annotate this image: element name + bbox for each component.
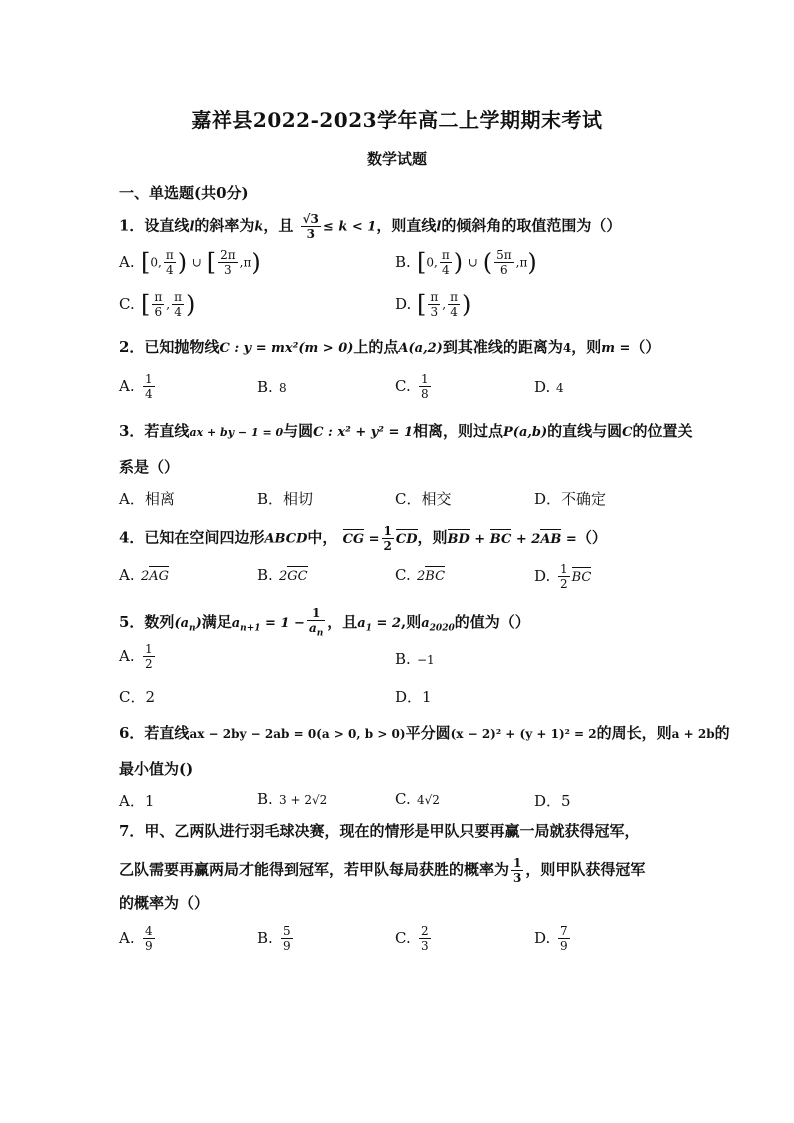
q5-option-b: B. −1 — [395, 650, 435, 668]
q7-option-b: B. $\frac{5}{9}$ — [257, 924, 291, 953]
question-3: 3．若直线ax + by − 1 = 0与圆C : x² + y² = 1相离，则过点P(a,b)的直线与圆C的位置关 — [119, 422, 693, 440]
q6-option-a: A．1 — [119, 792, 155, 810]
q3-option-a: A．相离 — [119, 490, 175, 508]
q5-option-d: D．1 — [395, 688, 432, 706]
q2-option-d: D. 4 — [534, 378, 564, 396]
question-6: 6．若直线ax − 2by − 2ab = 0(a > 0, b > 0)平分圆(x − 2)² + (y + 1)² = 2的周长，则a + 2b的 — [119, 724, 730, 742]
q1-option-b: B. [0, $\frac{\pi}{4}$ ) ∪ ( $\frac{5\pi}{6}$ ,π) — [395, 248, 537, 277]
question-1: 1．设直线l的斜率为k，且 $\frac{√3}{3}$ ≤ k < 1，则直线l的倾斜角的取值范围为（） — [119, 212, 622, 241]
q7-option-d: D. $\frac{7}{9}$ — [534, 924, 568, 953]
question-4: 4．已知在空间四边形ABCD中， CG = $\frac{1}{2}$ CD，则BD + BC + 2AB =（） — [119, 524, 607, 553]
q6-option-d: D．5 — [534, 792, 571, 810]
question-6-cont: 最小值为() — [119, 760, 194, 778]
q3-option-c: C．相交 — [395, 490, 452, 508]
q5-option-a: A. $\frac{1}{2}$ — [119, 642, 153, 671]
q4-option-c: C. 2BC — [395, 566, 446, 584]
q1-option-d: D. [ $\frac{\pi}{3}$ , $\frac{\pi}{4}$ ) — [395, 290, 472, 319]
page-subtitle: 数学试题 — [366, 150, 427, 168]
question-2: 2．已知抛物线C : y = mx²(m > 0)上的点A(a,2)到其准线的距离为4，则m =（） — [119, 338, 661, 356]
q2-option-a: A. $\frac{1}{4}$ — [119, 372, 153, 401]
q2-option-c: C. $\frac{1}{8}$ — [395, 372, 429, 401]
q4-option-b: B. 2GC — [257, 566, 308, 584]
sqrt3-over-3: $\frac{√3}{3}$ — [302, 212, 319, 241]
q2-option-b: B. 8 — [257, 378, 287, 396]
q7-option-c: C. $\frac{2}{3}$ — [395, 924, 429, 953]
q1-option-a: A. [0, $\frac{\pi}{4}$ ) ∪ [ $\frac{2\pi}{3}$ ,π) — [119, 248, 261, 277]
section-heading: 一、单选题(共0分) — [119, 184, 249, 202]
q4-option-a: A. 2AG — [119, 566, 170, 584]
page-title: 嘉祥县2022-2023学年高二上学期期末考试 — [191, 108, 603, 132]
question-7-line-1: 7．甲、乙两队进行羽毛球决赛，现在的情形是甲队只要再赢一局就获得冠军， — [119, 822, 640, 840]
question-7-line-2: 乙队需要再赢两局才能得到冠军，若甲队每局获胜的概率为 $\frac{1}{3}$ ，则甲队获得冠军 — [119, 856, 646, 885]
q5-option-c: C．2 — [119, 688, 156, 706]
q4-option-d: D. $\frac{1}{2}$ BC — [534, 562, 592, 591]
q3-option-b: B．相切 — [257, 490, 314, 508]
q6-option-b: B. 3 + 2√2 — [257, 790, 328, 808]
question-5: 5．数列$(a_n)$满足$a_{n+1} = 1$ − $\frac{1}{a_n}$ ，且$a_1 = 2$,则$a_{2020}$的值为（） — [119, 606, 530, 639]
question-7-line-3: 的概率为（） — [119, 894, 210, 912]
q7-option-a: A. $\frac{4}{9}$ — [119, 924, 153, 953]
q6-option-c: C. 4√2 — [395, 790, 440, 808]
q3-option-d: D．不确定 — [534, 490, 607, 508]
q1-option-c: C. [ $\frac{\pi}{6}$ , $\frac{\pi}{4}$ ) — [119, 290, 196, 319]
question-3-cont: 系是（） — [119, 458, 180, 476]
